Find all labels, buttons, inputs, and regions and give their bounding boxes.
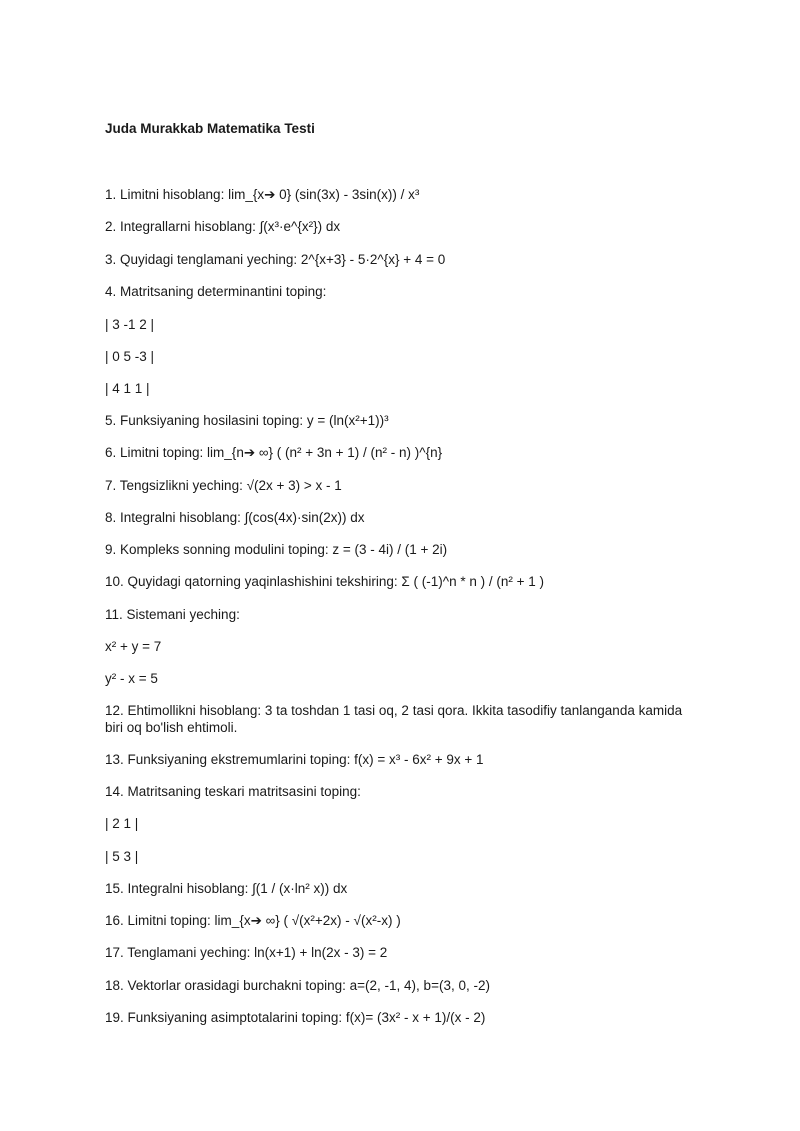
problem-9: 9. Kompleks sonning modulini toping: z = (3 - 4i) / (1 + 2i): [105, 542, 448, 557]
problem-15: 15. Integralni hisoblang: ∫(1 / (x·ln² x)) dx: [105, 881, 348, 896]
matrix-row: | 3 -1 2 |: [105, 317, 155, 332]
problem-2: 2. Integrallarni hisoblang: ∫(x³·e^{x²}) dx: [105, 219, 341, 234]
problem-6: 6. Limitni toping: lim_{n➔ ∞} ( (n² + 3n + 1) / (n² - n) )^{n}: [105, 445, 443, 460]
problem-3: 3. Quyidagi tenglamani yeching: 2^{x+3} - 5·2^{x} + 4 = 0: [105, 252, 446, 267]
document-title: Juda Murakkab Matematika Testi: [105, 121, 315, 136]
matrix-row: | 4 1 1 |: [105, 381, 150, 396]
problem-10: 10. Quyidagi qatorning yaqinlashishini tekshiring: Σ ( (-1)^n * n ) / (n² + 1 ): [105, 574, 545, 589]
system-equation: x² + y = 7: [105, 639, 162, 654]
problem-16: 16. Limitni toping: lim_{x➔ ∞} ( √(x²+2x) - √(x²-x) ): [105, 913, 401, 928]
problem-13: 13. Funksiyaning ekstremumlarini toping: f(x) = x³ - 6x² + 9x + 1: [105, 752, 484, 767]
system-equation: y² - x = 5: [105, 671, 158, 686]
problem-19: 19. Funksiyaning asimptotalarini toping: f(x)= (3x² - x + 1)/(x - 2): [105, 1010, 486, 1025]
problem-12: 12. Ehtimollikni hisoblang: 3 ta toshdan 1 tasi oq, 2 tasi qora. Ikkita tasodifiy tanlanganda kamida biri oq bo'lish ehtimoli.: [105, 703, 683, 735]
problem-1: 1. Limitni hisoblang: lim_{x➔ 0} (sin(3x) - 3sin(x)) / x³: [105, 187, 420, 202]
problem-4: 4. Matritsaning determinantini toping:: [105, 284, 327, 299]
problem-17: 17. Tenglamani yeching: ln(x+1) + ln(2x - 3) = 2: [105, 945, 388, 960]
problem-18: 18. Vektorlar orasidagi burchakni toping: a=(2, -1, 4), b=(3, 0, -2): [105, 978, 490, 993]
matrix-row: | 5 3 |: [105, 849, 139, 864]
problem-14: 14. Matritsaning teskari matritsasini toping:: [105, 784, 361, 799]
matrix-row: | 0 5 -3 |: [105, 349, 155, 364]
problem-7: 7. Tengsizlikni yeching: √(2x + 3) > x - 1: [105, 478, 342, 493]
problem-11: 11. Sistemani yeching:: [105, 607, 240, 622]
problem-8: 8. Integralni hisoblang: ∫(cos(4x)·sin(2x)) dx: [105, 510, 365, 525]
problem-5: 5. Funksiyaning hosilasini toping: y = (ln(x²+1))³: [105, 413, 389, 428]
matrix-row: | 2 1 |: [105, 816, 139, 831]
